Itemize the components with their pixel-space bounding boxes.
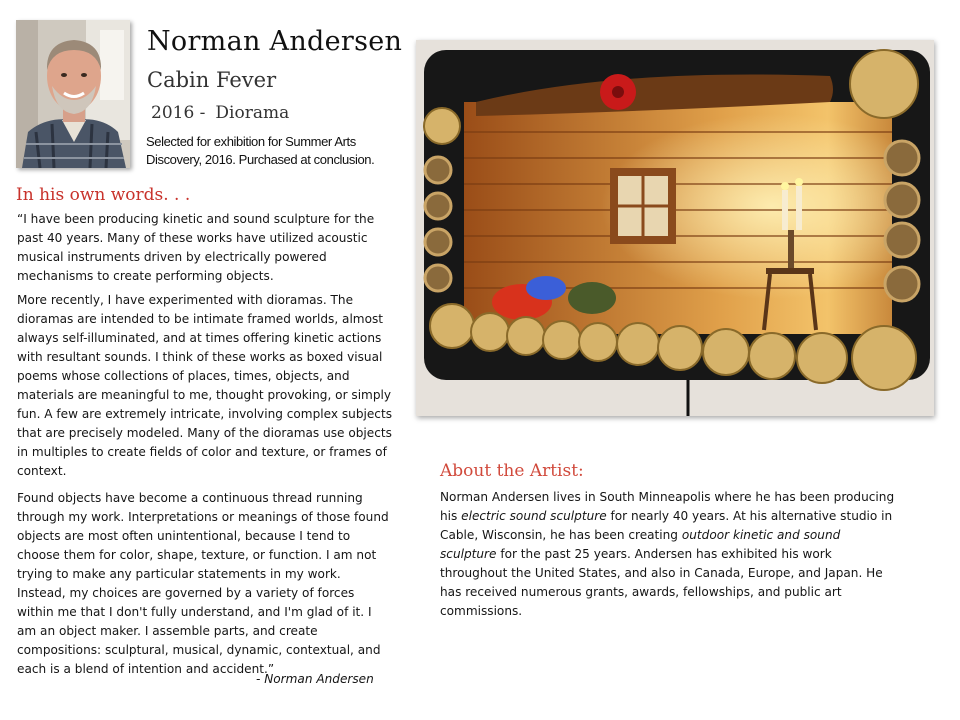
about-heading: About the Artist: xyxy=(440,461,584,481)
artist-portrait-photo xyxy=(16,20,130,168)
statement-paragraph-3: Found objects have become a continuous thread running through my work. Interpretations or meanings of those found objects are most often unintentional, because I tend to choose them for color, shape, texture, or function. I am not trying to make any particular statements in my work. Instead, my choices are governed by a variety of forces within me that I don't fully understand, and I'm glad of it. I am an object maker. I assemble parts, and create compositions: sculptural, musical, dynamic, contextual, and each is a blend of intention and accident.” xyxy=(17,491,389,676)
about-text-d: outdoor kinetic and sound sculpture xyxy=(440,528,841,561)
work-title: Cabin Fever xyxy=(147,68,277,92)
statement-paragraph-1: “I have been producing kinetic and sound sculpture for the past 40 years. Many of these works have utilized acoustic musical instruments driven by electrically powered mechanisms to create performing objects. xyxy=(17,212,375,283)
work-year: 2016 - xyxy=(151,103,206,123)
year-medium-line xyxy=(147,103,289,123)
artwork-photo xyxy=(416,40,934,416)
statement-signature: - Norman Andersen xyxy=(256,672,374,686)
about-text-a: Norman Andersen lives in South Minneapolis where he has been producing his xyxy=(440,490,895,523)
artist-name: Norman Andersen xyxy=(147,26,403,57)
exhibition-note: Selected for exhibition for Summer Arts Discovery, 2016. Purchased at conclusion. xyxy=(146,134,375,167)
about-paragraph xyxy=(440,488,900,621)
statement-heading: In his own words. . . xyxy=(16,185,191,205)
work-medium: Diorama xyxy=(215,103,290,123)
about-text-c: for nearly 40 years. At his alternative studio in Cable, Wisconsin, he has been creating xyxy=(440,509,893,542)
statement-paragraph-2: More recently, I have experimented with dioramas. The dioramas are intended to be intimate framed worlds, almost always self-illuminated, and at times offering kinetic actions with resultant sounds. I think of these works as boxed visual poems whose collections of places, times, objects, and materials are meaningful to me, thought provoking, or simply fun. A few are extremely intricate, involving complex subjects that are precisely modeled. Many of the dioramas use objects in multiples to create fields of color and texture, or frames of context. xyxy=(17,293,392,478)
about-text-b: electric sound sculpture xyxy=(461,509,607,523)
about-text-e: for the past 25 years. Andersen has exhibited his work throughout the United States, and also in Canada, Europe, and Japan. He has received numerous grants, awards, fellowships, and public art commissions. xyxy=(440,547,883,618)
